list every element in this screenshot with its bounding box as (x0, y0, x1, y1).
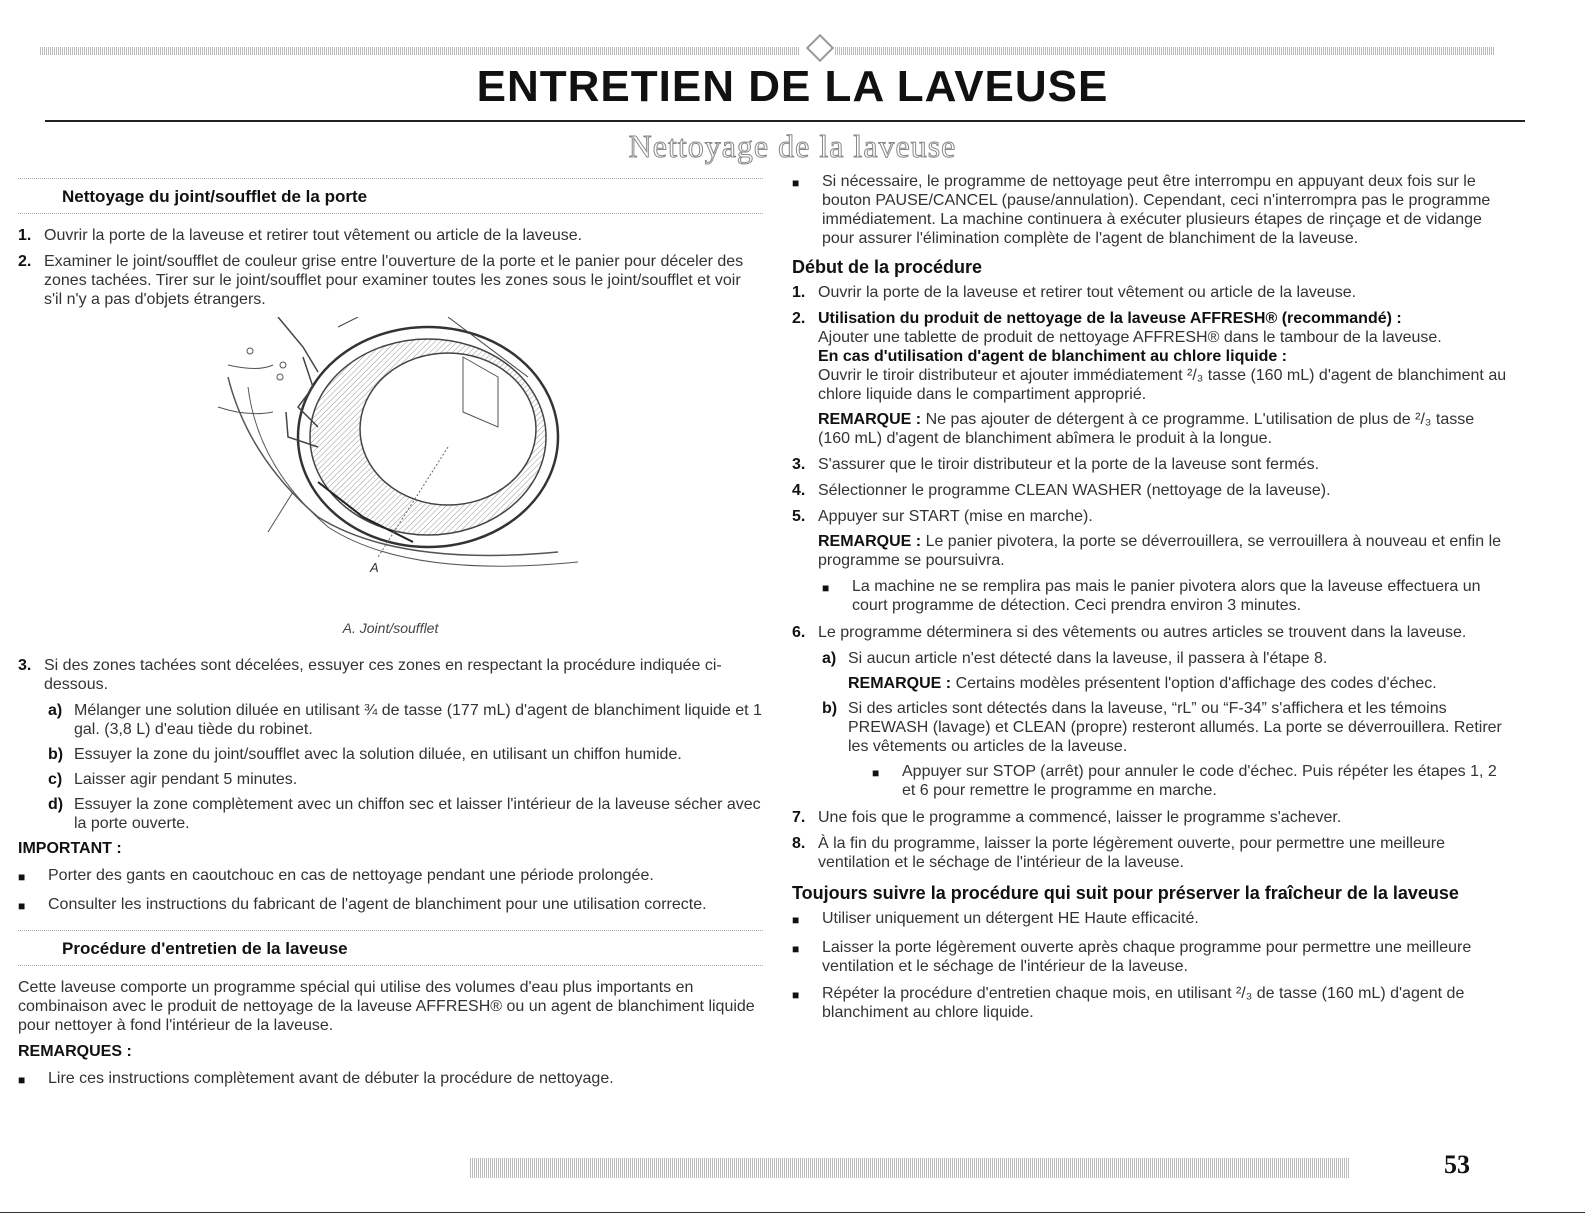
step-remarque (818, 410, 1507, 448)
bullet-text: Porter des gants en caoutchouc en cas de nettoyage pendant une période prolongée. (48, 867, 654, 884)
bullet-text: Appuyer sur STOP (arrêt) pour annuler le code d'échec. Puis répéter les étapes 1, 2 et 6 pour remettre le programme en marche. (902, 763, 1497, 799)
remarque-label: REMARQUE : (818, 533, 922, 550)
list-item (18, 656, 763, 694)
list-item (792, 623, 1507, 642)
remarques-label: REMARQUES : (18, 1043, 132, 1060)
square-bullet-icon: ■ (792, 913, 800, 927)
list-item (872, 762, 1507, 800)
step-number: 6. (792, 624, 806, 641)
title-rule (45, 120, 1525, 122)
substep-text: Essuyer la zone du joint/soufflet avec la solution diluée, en utilisant un chiffon humide. (74, 746, 682, 763)
step-body: Appuyer sur START (mise en marche). (818, 508, 1093, 525)
section-title: Toujours suivre la procédure qui suit pour préserver la fraîcheur de la laveuse (792, 883, 1459, 903)
remarque-text: Le panier pivotera, la porte se déverrouillera, se verrouillera à nouveau et enfin le programme se poursuivra. (818, 533, 1502, 569)
step-bold-heading: Utilisation du produit de nettoyage de la laveuse AFFRESH® (recommandé) : (818, 310, 1402, 327)
bullet-text: Laisser la porte légèrement ouverte après chaque programme pour permettre une meilleure ventilation et le séchage de l'intérieur de la laveuse. (822, 939, 1472, 975)
sub-list-item (48, 745, 763, 764)
step-body: Ouvrir le tiroir distributeur et ajouter immédiatement ²/₃ tasse (160 mL) d'agent de blanchiment au chlore liquide dans le compartiment approprié. (818, 367, 1507, 403)
remarque-label: REMARQUE : (818, 411, 922, 428)
step-text: Ouvrir la porte de la laveuse et retirer tout vêtement ou article de la laveuse. (818, 284, 1357, 301)
section-title: Procédure d'entretien de la laveuse (62, 939, 348, 958)
step-number: 3. (792, 456, 806, 473)
washer-door-seal-diagram (18, 317, 763, 617)
substep-letter: a) (48, 702, 63, 719)
step-number: 1. (792, 284, 806, 301)
bullet-text: La machine ne se remplira pas mais le panier pivotera alors que la laveuse effectuera un court programme de détection. Ceci prendra environ 3 minutes. (852, 578, 1481, 614)
step-text: S'assurer que le tiroir distributeur et la porte de la laveuse sont fermés. (818, 456, 1320, 473)
bottom-decorative-band (100, 1155, 1520, 1177)
page-bottom-rule (0, 1212, 1585, 1213)
remarque-label: REMARQUE : (848, 675, 952, 692)
step-number: 7. (792, 809, 806, 826)
substep-body: Si aucun article n'est détecté dans la laveuse, il passera à l'étape 8. (848, 650, 1328, 667)
list-item (792, 283, 1507, 302)
substep-letter: c) (48, 771, 63, 788)
square-bullet-icon: ■ (18, 870, 26, 884)
step-number: 5. (792, 508, 806, 525)
sub-list-item (48, 701, 763, 739)
list-item (792, 808, 1507, 827)
bullet-text: Consulter les instructions du fabricant de l'agent de blanchiment pour une utilisation correcte. (48, 896, 707, 913)
list-item (18, 226, 763, 245)
square-bullet-icon: ■ (18, 899, 26, 913)
diamond-ornament-icon (806, 34, 834, 62)
square-bullet-icon: ■ (792, 942, 800, 956)
sub-list-item (822, 649, 1507, 693)
substep-text: Essuyer la zone complètement avec un chiffon sec et laisser l'intérieur de la laveuse sécher avec la porte ouverte. (74, 796, 761, 832)
figure-callout-label: A (370, 560, 379, 575)
square-bullet-icon: ■ (18, 1073, 26, 1087)
left-column (18, 178, 763, 1098)
substep-text: Si des articles sont détectés dans la laveuse, “rL” ou “F-34” s'affichera et les témoins PREWASH (lavage) et CLEAN (propre) resteront allumés. La porte se déverrouillera. Retirer les vêtements ou articles de la laveuse. (848, 700, 1502, 755)
square-bullet-icon: ■ (792, 988, 800, 1002)
bullet-text: Utiliser uniquement un détergent HE Haute efficacité. (822, 910, 1199, 927)
important-label: IMPORTANT : (18, 840, 122, 857)
list-item (18, 866, 763, 887)
list-item (18, 252, 763, 309)
list-item (792, 309, 1507, 448)
list-item (792, 834, 1507, 872)
square-bullet-icon: ■ (792, 176, 800, 190)
list-item (822, 577, 1507, 615)
step-bold-heading: En cas d'utilisation d'agent de blanchiment au chlore liquide : (818, 348, 1288, 365)
step-number: 1. (18, 227, 32, 244)
list-item (792, 455, 1507, 474)
step-number: 8. (792, 835, 806, 852)
step-text: À la fin du programme, laisser la porte légèrement ouverte, pour permettre une meilleure ventilation et le séchage de l'intérieur de la laveuse. (818, 835, 1445, 871)
substep-text: Laisser agir pendant 5 minutes. (74, 771, 298, 788)
list-item (792, 172, 1507, 248)
step-number: 2. (792, 310, 806, 327)
page-number: 53 (1440, 1150, 1474, 1180)
step-text (818, 309, 1507, 448)
page-title: ENTRETIEN DE LA LAVEUSE (476, 62, 1109, 111)
list-item (18, 895, 763, 916)
figure-caption: A. Joint/soufflet (342, 620, 439, 636)
step-text (818, 507, 1507, 570)
square-bullet-icon: ■ (822, 581, 830, 595)
bullet-text: Si nécessaire, le programme de nettoyage peut être interrompu en appuyant deux fois sur le bouton PAUSE/CANCEL (pause/annulation). Cependant, ceci n'interrompra pas le programme immédiatement. La machine continuera à exécuter plusieurs étapes de rinçage et de vidange pour assurer l'élimination complète de l'agent de blanchiment de la laveuse. (822, 173, 1491, 247)
substep-letter: b) (822, 700, 838, 717)
step-remarque (848, 674, 1437, 693)
step-text: Ouvrir la porte de la laveuse et retirer tout vêtement ou article de la laveuse. (44, 227, 583, 244)
top-decorative-band (40, 44, 1495, 58)
step-number: 4. (792, 482, 806, 499)
section-title: Nettoyage du joint/soufflet de la porte (62, 187, 368, 206)
section-title: Début de la procédure (792, 257, 983, 277)
substep-text: Mélanger une solution diluée en utilisant ¾ de tasse (177 mL) d'agent de blanchiment liquide et 1 gal. (3,8 L) d'eau tiède du robinet. (74, 702, 762, 738)
section-paragraph: Cette laveuse comporte un programme spécial qui utilise des volumes d'eau plus importants en combinaison avec le produit de nettoyage de la laveuse AFFRESH® ou un agent de blanchiment liquide pour nettoyer à fond l'intérieur de la laveuse. (18, 979, 755, 1034)
square-bullet-icon: ■ (872, 766, 880, 780)
door-seal-illustration (18, 317, 763, 617)
right-column (792, 172, 1507, 1030)
sub-list-item (822, 699, 1507, 756)
list-item (792, 507, 1507, 570)
list-item (792, 909, 1507, 930)
step-number: 3. (18, 657, 32, 674)
sub-list-item (48, 770, 763, 789)
step-text: Une fois que le programme a commencé, laisser le programme s'achever. (818, 809, 1342, 826)
list-item (792, 984, 1507, 1022)
step-body: Ajouter une tablette de produit de nettoyage AFFRESH® dans le tambour de la laveuse. (818, 329, 1442, 346)
list-item (792, 938, 1507, 976)
list-item (792, 481, 1507, 500)
substep-letter: a) (822, 650, 837, 667)
substep-letter: d) (48, 796, 64, 813)
step-text: Le programme déterminera si des vêtements ou autres articles se trouvent dans la laveuse. (818, 624, 1467, 641)
bullet-text: Lire ces instructions complètement avant de débuter la procédure de nettoyage. (48, 1070, 614, 1087)
page-subtitle: Nettoyage de la laveuse (628, 128, 957, 164)
section-header-joint (18, 178, 763, 214)
bullet-text: Répéter la procédure d'entretien chaque mois, en utilisant ²/₃ de tasse (160 mL) d'agent de blanchiment au chlore liquide. (822, 985, 1465, 1021)
step-text: Sélectionner le programme CLEAN WASHER (nettoyage de la laveuse). (818, 482, 1331, 499)
step-remarque (818, 532, 1507, 570)
sub-list-item (48, 795, 763, 833)
section-header-procedure (18, 930, 763, 966)
list-item (18, 1069, 763, 1090)
step-text: Examiner le joint/soufflet de couleur grise entre l'ouverture de la porte et le panier pour déceler des zones tachées. Tirer sur le joint/soufflet pour examiner toutes les zones sous le joint/soufflet et voir s'il n'y a pas d'objets étrangers. (44, 253, 744, 308)
substep-letter: b) (48, 746, 64, 763)
step-number: 2. (18, 253, 32, 270)
remarque-text: Certains modèles présentent l'option d'affichage des codes d'échec. (955, 675, 1437, 692)
step-text: Si des zones tachées sont décelées, essuyer ces zones en respectant la procédure indiquée ci-dessous. (44, 657, 722, 693)
substep-text (848, 649, 1437, 693)
remarque-text: Ne pas ajouter de détergent à ce programme. L'utilisation de plus de ²/₃ tasse (160 mL) d'agent de blanchiment abîmera le produit à la longue. (818, 411, 1475, 447)
